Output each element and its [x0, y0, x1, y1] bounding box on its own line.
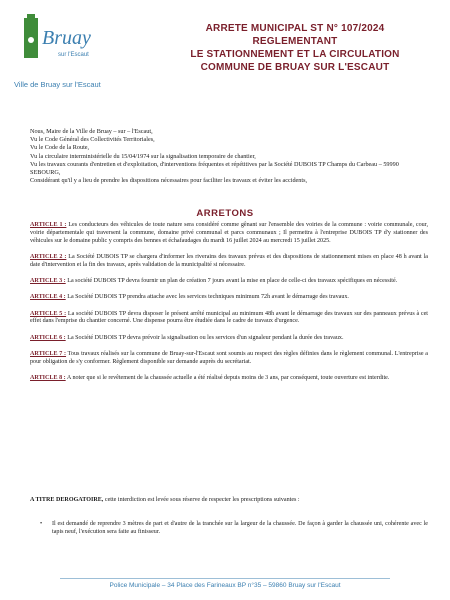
article: [30, 254, 428, 270]
article-text: La société DUBOIS TP devra fournir un plan de création 7 jours avant la mise en place de celle-ci des travaux spécifiques en nécessité.: [67, 277, 398, 284]
title-line: LE STATIONNEMENT ET LA CIRCULATION: [190, 49, 400, 60]
footer-address: Police Municipale – 34 Place des Farineaux BP n°35 – 59860 Bruay sur l'Escaut: [109, 582, 341, 589]
article-label: ARTICLE 4 :: [30, 294, 66, 301]
preamble-line: Considérant qu'il y a lieu de prendre les dispositions nécessaires pour faciliter les travaux et éviter les accidents,: [30, 177, 308, 185]
preamble-line: Vu les travaux courants d'entretien et d'exploitation, d'interventions fréquentes et répétitives par la Société DUBOIS TP Champs du Carbeau – 59990 SEBOURG,: [30, 160, 399, 177]
logo-subtext: sur l'Escaut: [58, 52, 89, 58]
article-text: La société DUBOIS TP devra disposer le présent arrêté municipal au minimum 48h avant le démarrage des travaux sur des panneaux prévus à cet effet dans l'emprise du chantier concerné. Une dispense pourra être étudiée dans le cadre de travaux d'urgence.: [30, 310, 428, 325]
article-label: ARTICLE 3 :: [30, 277, 66, 284]
preamble-line: Vu le Code de la Route,: [30, 144, 90, 152]
article-text: La Société DUBOIS TP prendra attache avec les services techniques minimum 72h avant le démarrage des travaux.: [67, 294, 349, 301]
preamble: [30, 128, 430, 185]
article-text: La Société DUBOIS TP se chargera d'informer les riverains des travaux prévus et des dispositions de stationnement mises en place 48 h avant la date d'intervention et la fin des travaux, après validation de la municipalité si nécessaire.: [30, 253, 428, 268]
logo-caption: Ville de Bruay sur l'Escaut: [14, 80, 101, 89]
article-text: La Société DUBOIS TP devra prévoir la signalisation ou les services d'un signaleur pendant la durée des travaux.: [67, 334, 344, 341]
article-label: ARTICLE 1 :: [30, 222, 67, 228]
title-line: ARRETE MUNICIPAL ST N° 107/2024: [205, 23, 385, 34]
article: [30, 222, 428, 245]
article: [30, 375, 428, 383]
article: [30, 311, 428, 327]
article-text: A noter que si le revêtement de la chaussée actuelle a été réalisé depuis moins de 3 ans, par conséquent, toute ouverture est interdite.: [66, 375, 390, 382]
article-text: Les conducteurs des véhicules de toute nature sera considéré comme gênant sur l'ensemble des voiries de la commune : voirie communale, cour, voirie départementale qui traversent la commune, domaine privé communal et parcs communaux ; Il permettra à l'entreprise DUBOIS TP d'y stationner des véhicules sur le domaine public y compris des bennes et échafaudages du mardi 16 juillet 2024 au mercredi 15 juillet 2025.: [30, 222, 428, 244]
bullet-icon: •: [40, 521, 43, 527]
bullet-text: Il est demandé de reprendre 3 mètres de part et d'autre de la tranchée sur la largeur de la chaussée. De façon à garder la chaussée uni, cohérente avec le tapis neuf, l'exécution sera faite au finisseur.: [52, 521, 428, 535]
document-title: [150, 22, 440, 74]
footer-divider: [60, 578, 390, 579]
derogation-text: cette interdiction est levée sous réserve de respecter les prescriptions suivantes :: [104, 497, 300, 503]
article-label: ARTICLE 2 :: [30, 253, 67, 260]
logo-text: Bruay: [42, 27, 91, 49]
article: [30, 278, 428, 286]
article: [30, 335, 428, 343]
arretons-heading: ARRETONS: [196, 208, 254, 219]
article-label: ARTICLE 8 :: [30, 375, 66, 382]
derogation-label: A TITRE DEROGATOIRE,: [30, 497, 104, 503]
town-logo: [18, 12, 98, 80]
article: [30, 294, 428, 302]
preamble-line: Vu le Code Général des Collectivités Territoriales,: [30, 136, 155, 144]
title-line: COMMUNE DE BRUAY SUR L'ESCAUT: [200, 62, 390, 73]
article-label: ARTICLE 5 :: [30, 310, 67, 317]
articles: [30, 222, 428, 391]
bullet-item: [40, 521, 428, 537]
preamble-line: Vu la circulaire interministérielle du 15/04/1974 sur la signalisation temporaire de chantier,: [30, 152, 256, 160]
article-text: Tous travaux réalisés sur la commune de Bruay-sur-l'Escaut sont soumis au respect des règles définies dans le règlement communal. L'entreprise a pour obligation de s'y conformer. Règlement disponible sur demande auprès du secrétariat.: [30, 350, 428, 365]
title-line: REGLEMENTANT: [252, 36, 338, 47]
article-label: ARTICLE 7 :: [30, 350, 67, 357]
article: [30, 351, 428, 367]
preamble-line: Nous, Maire de la Ville de Bruay – sur – l'Escaut,: [30, 128, 153, 135]
article-label: ARTICLE 6 :: [30, 334, 66, 341]
derogation-paragraph: [30, 497, 428, 505]
